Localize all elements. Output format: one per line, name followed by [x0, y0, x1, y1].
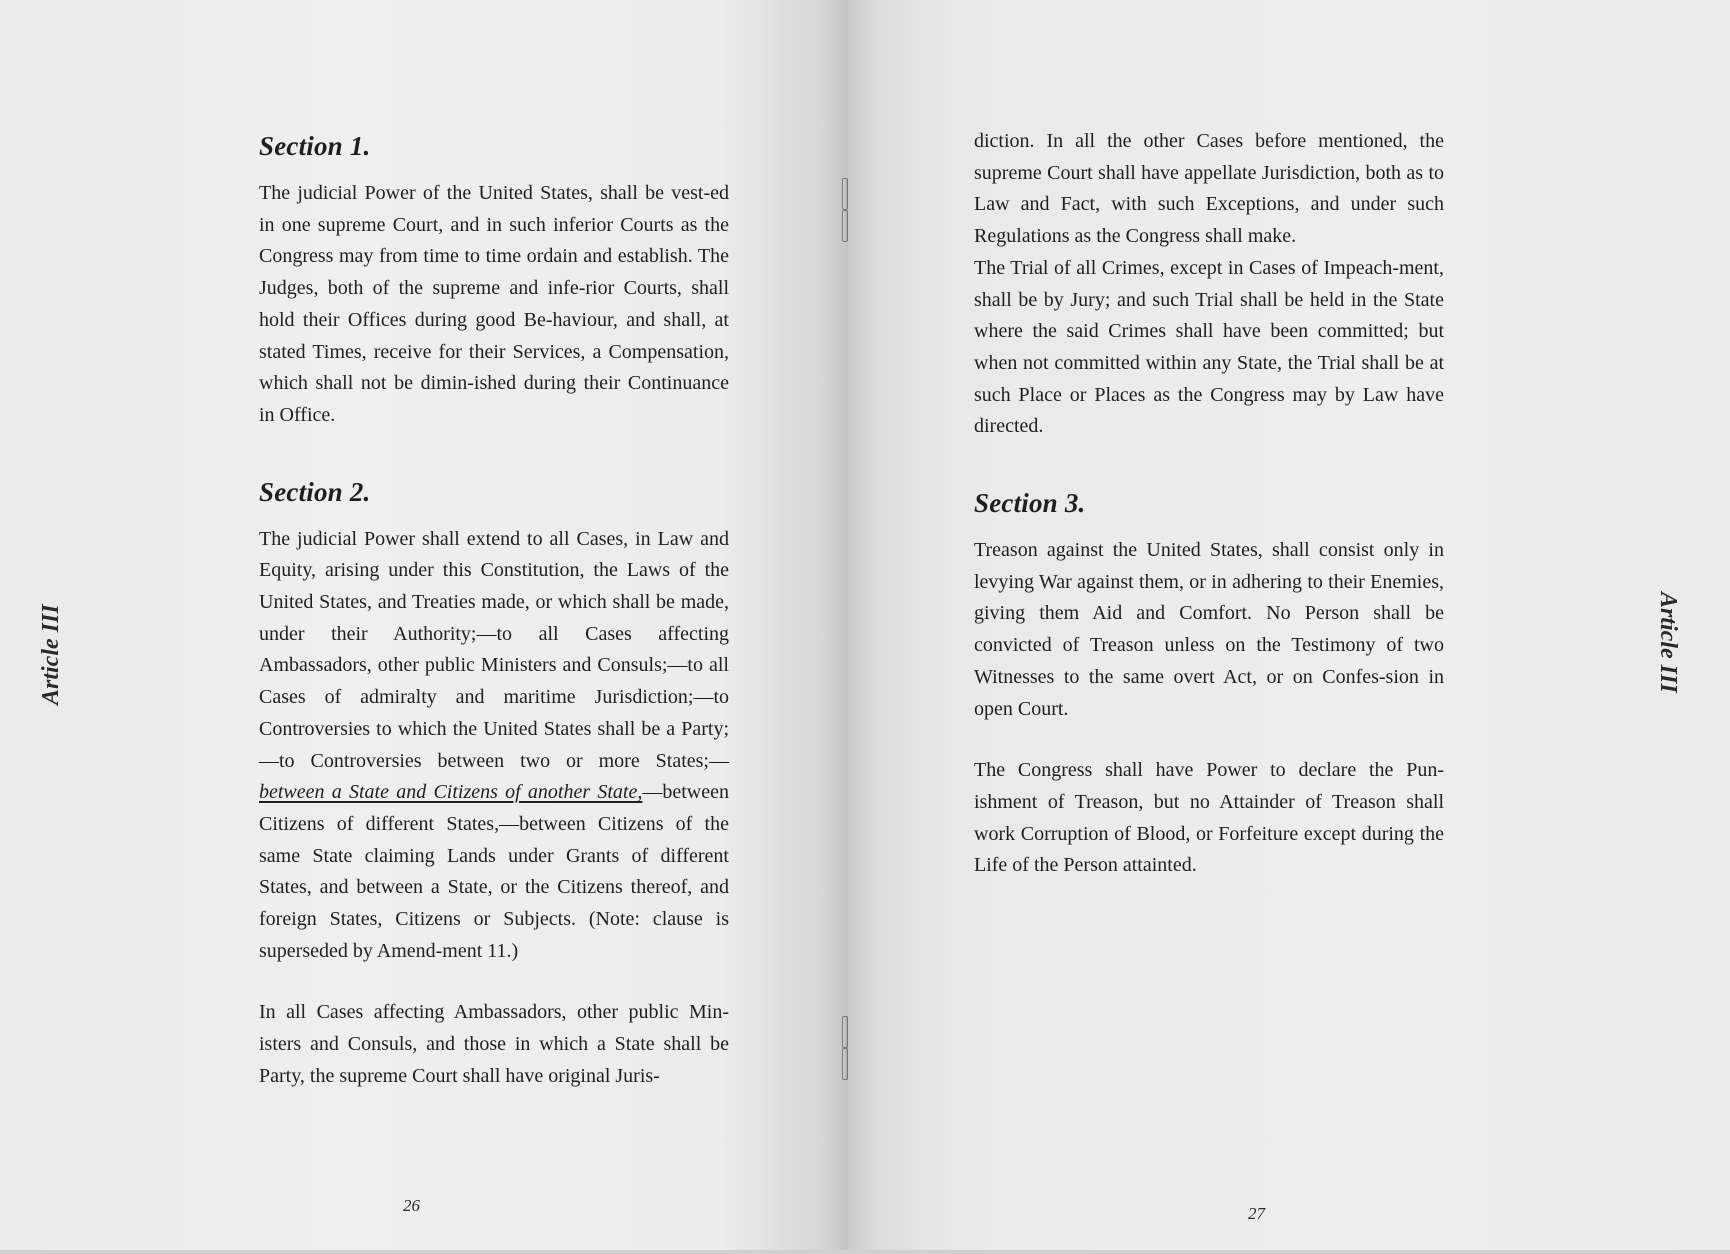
page-number-left: 26 [403, 1196, 420, 1215]
section-2-linked-clause[interactable]: between a State and Citizens of another State, [259, 781, 643, 804]
left-running-head: Article III [38, 604, 64, 705]
section-1-paragraph: The judicial Power of the United States, shall be vest-ed in one supreme Court, and in such inferior Courts as the Congress may from time to time ordain and establish. The Judges, both of the supreme and infe-rior Courts, shall hold their Offices during good Be-haviour, and shall, at stated Times, receive for their Services, a Compensation, which shall not be dimin-ished during their Continuance in Office. [259, 182, 729, 426]
right-page [848, 0, 1730, 1254]
section-3-heading: Section 3. [974, 488, 1086, 519]
section-3-paragraph-2: The Congress shall have Power to declare the Pun-ishment of Treason, but no Attainder of Treason shall work Corruption of Blood, or Forfeiture except during the Life of the Person attainted. [974, 759, 1444, 877]
left-page [0, 0, 848, 1254]
page-number-right: 27 [1248, 1204, 1265, 1223]
section-3-paragraph-1: Treason against the United States, shall consist only in levying War against them, or in adhering to their Enemies, giving them Aid and Comfort. No Person shall be convicted of Treason unless on the Testimony of two Witnesses to the same overt Act, or on Confes-sion in open Court. [974, 539, 1444, 720]
staple-bottom-upper [842, 1016, 848, 1048]
section-1-heading: Section 1. [259, 131, 371, 161]
page-bottom-edge [0, 1250, 1730, 1254]
left-text-column [259, 126, 729, 1093]
section-2-paragraph-continued: In all Cases affecting Ambassadors, other public Min-isters and Consuls, and those in which a State shall be Party, the supreme Court shall have original Juris- [259, 1001, 729, 1087]
staple-top-upper [842, 178, 848, 210]
section-2-heading: Section 2. [259, 476, 371, 507]
staple-bottom-lower [842, 1048, 848, 1080]
section-2-continuation: diction. In all the other Cases before mentioned, the supreme Court shall have appellate Jurisdiction, both as to Law and Fact, with such Exceptions, and under such Regulations as the Congress shall make. [974, 130, 1444, 248]
section-2-text-before-link: The judicial Power shall extend to all Cases, in Law and Equity, arising under this Constitution, the Laws of the United States, and Treaties made, or which shall be made, under their Authority;—to all Cases affecting Ambassadors, other public Ministers and Consuls;—to all Cases of admiralty and maritime Jurisdiction;—to Controversies to which the United States shall be a Party;—to Controversies between two or more States;— [259, 527, 729, 772]
right-text-column [974, 126, 1444, 882]
trial-paragraph: The Trial of all Crimes, except in Cases of Impeach-ment, shall be by Jury; and such Trial shall be held in the State where the said Crimes shall have been committed; but when not committed within any State, the Trial shall be at such Place or Places as the Congress may by Law have directed. [974, 256, 1444, 438]
section-2-paragraph [259, 524, 729, 968]
staple-top-lower [842, 210, 848, 242]
right-running-head: Article III [1655, 592, 1681, 693]
section-2-text-after-link: —between Citizens of different States,—between Citizens of the same State claiming Lands under Grants of different States, and between a State, or the Citizens thereof, and foreign States, Citizens or Subjects. (Note: clause is superseded by Amend-ment 11.) [259, 781, 729, 962]
